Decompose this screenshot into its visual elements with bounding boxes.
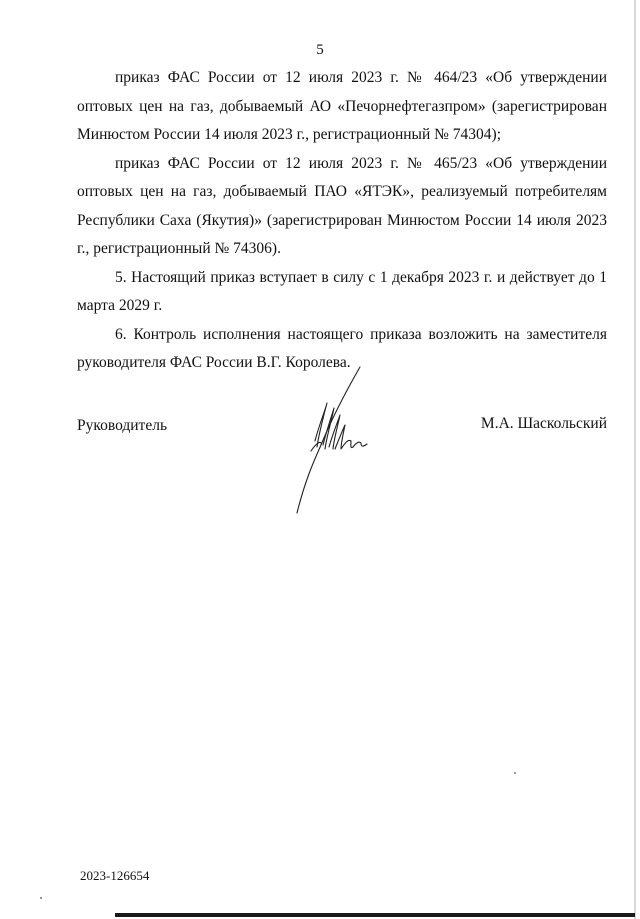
paragraph-control: 6. Контроль исполнения настоящего приказа возложить на заместителя руководителя ФАС России В.Г. Королева.: [77, 325, 607, 371]
scan-edge-bottom: [115, 913, 635, 917]
scan-speck: [40, 897, 42, 899]
document-registration-number: 2023-126654: [80, 868, 150, 883]
signature-block: [77, 415, 607, 535]
paragraph-order-464: приказ ФАС России от 12 июля 2023 г. № 464/23 «Об утверждении оптовых цен на газ, добываемый АО «Печорнефтегазпром» (зарегистрирован Минюстом России 14 июля 2023 г., регистрационный № 74304);: [77, 69, 607, 143]
scan-speck: [514, 772, 516, 774]
document-body: [77, 64, 607, 378]
handwritten-signature-icon: [285, 363, 375, 523]
page-number: 5: [316, 42, 324, 58]
paragraph-effective-date: 5. Настоящий приказ вступает в силу с 1 декабря 2023 г. и действует до 1 марта 2029 г.: [77, 268, 607, 314]
signatory-name: М.А. Шаскольский: [480, 415, 607, 432]
paragraph-order-465: приказ ФАС России от 12 июля 2023 г. № 465/23 «Об утверждении оптовых цен на газ, добываемый ПАО «ЯТЭК», реализуемый потребителям Республики Саха (Якутия)» (зарегистрирован Минюстом России 14 июля 2023 г., регистрационный № 74306).: [77, 154, 607, 257]
scan-edge-right: [634, 0, 636, 919]
signatory-title: Руководитель: [77, 417, 168, 434]
